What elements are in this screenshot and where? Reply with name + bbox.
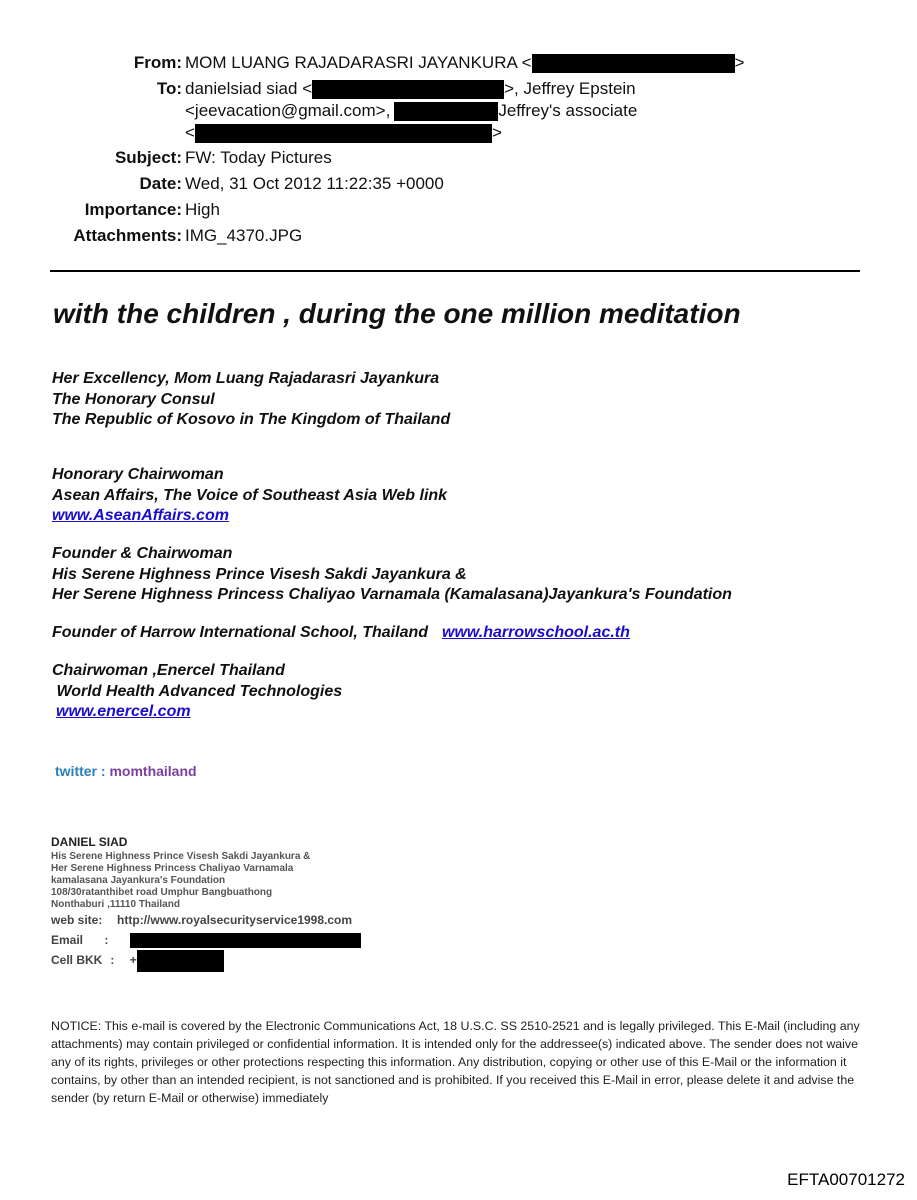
twitter-line xyxy=(55,763,197,779)
sig-line: Founder of Harrow International School, Thailand xyxy=(52,624,429,641)
asean-affairs-link[interactable]: www.AseanAffairs.com xyxy=(52,507,229,524)
to-row xyxy=(0,77,917,101)
ds-cell-sep: : xyxy=(110,953,115,968)
subject-value: FW: Today Pictures xyxy=(185,148,332,167)
sig-line: Founder & Chairwoman xyxy=(52,545,233,562)
redaction-box xyxy=(137,950,224,972)
daniel-siad-name: DANIEL SIAD xyxy=(51,835,128,849)
sig-line: Asean Affairs, The Voice of Southeast Asia Web link xyxy=(52,486,448,504)
attachments-row xyxy=(0,224,917,248)
ds-email-row xyxy=(51,933,361,948)
attachment-file: IMG_4370.JPG xyxy=(185,226,303,245)
redaction-box xyxy=(130,933,361,948)
from-value xyxy=(185,51,744,75)
signature-enercel-block xyxy=(52,661,342,723)
ds-line: Nonthaburi ,11110 Thailand xyxy=(51,899,180,910)
subject-row xyxy=(0,146,917,170)
from-row xyxy=(0,51,917,75)
redaction-box xyxy=(532,54,735,73)
sig-line: Chairwoman ,Enercel Thailand xyxy=(52,662,285,679)
date-row xyxy=(0,172,917,196)
ds-line: 108/30ratanthibet road Umphur Bangbuathong xyxy=(51,887,273,898)
ds-line: kamalasana Jayankura's Foundation xyxy=(51,875,226,886)
harrow-school-link[interactable]: www.harrowschool.ac.th xyxy=(442,624,630,641)
twitter-label: twitter xyxy=(55,763,97,779)
importance-row xyxy=(0,198,917,222)
signature-foundation-block xyxy=(52,544,732,606)
ds-website-row xyxy=(51,913,352,927)
sig-line: Honorary Chairwoman xyxy=(52,466,224,483)
to-recipient-3: Jeffrey's associate xyxy=(498,101,638,120)
enercel-link[interactable]: www.enercel.com xyxy=(56,703,191,720)
email-headline: with the children , during the one million meditation xyxy=(53,298,741,329)
sig-line: Her Serene Highness Princess Chaliyao Varnamala (Kamalasana)Jayankura's Foundation xyxy=(52,586,732,603)
from-close: > xyxy=(734,53,745,72)
to-row-3 xyxy=(0,121,917,145)
redaction-box xyxy=(394,102,498,121)
ds-email-label: Email xyxy=(51,933,84,947)
to-recipient-1: danielsiad siad < xyxy=(185,79,313,98)
document-id: EFTA00701272 xyxy=(787,1170,905,1189)
sig-line: His Serene Highness Prince Visesh Sakdi Jayankura & xyxy=(52,565,467,583)
importance-label: Importance: xyxy=(84,200,182,219)
date-value: Wed, 31 Oct 2012 11:22:35 +0000 xyxy=(185,174,444,193)
ds-cell-prefix: + xyxy=(129,953,137,968)
to-line-3 xyxy=(185,121,502,145)
signature-title-block xyxy=(52,369,450,431)
sig-line: The Honorary Consul xyxy=(52,390,215,408)
ds-line: His Serene Highness Prince Visesh Sakdi Jayankura & xyxy=(51,851,311,862)
to-row-2 xyxy=(0,99,917,123)
to-label: To: xyxy=(156,79,182,98)
to-line-2 xyxy=(185,99,637,123)
sig-line: Her Excellency, Mom Luang Rajadarasri Jayankura xyxy=(52,370,440,387)
redaction-box xyxy=(195,124,492,143)
ds-cell-label: Cell BKK xyxy=(51,953,103,968)
ds-email-sep: : xyxy=(104,933,109,947)
to-open: < xyxy=(185,123,195,142)
ds-website-label: web site: xyxy=(51,913,103,927)
attachments-label: Attachments: xyxy=(73,226,182,245)
legal-notice: NOTICE: This e-mail is covered by the Electronic Communications Act, 18 U.S.C. SS 2510-2521 and is legally privileged. This E-Mail (including any attachments) may contain privileged or confidential information. It is intended only for the addressee(s) indicated above. The sender does not waive any of its rights, privileges or other protections respecting this information. Any distribution, copying or other use of this E-Mail or the information it contains, by other than an intended recipient, is not sanctioned and is prohibited. If you received this E-Mail in error, please delete it and advise the sender (by return E-Mail or otherwise) immediately xyxy=(51,1019,860,1105)
ds-website-value[interactable]: http://www.royalsecurityservice1998.com xyxy=(117,913,353,927)
from-label: From: xyxy=(133,53,182,72)
importance-value: High xyxy=(185,200,220,219)
daniel-siad-signature xyxy=(51,835,310,911)
twitter-handle[interactable]: momthailand xyxy=(109,763,197,779)
from-name: MOM LUANG RAJADARASRI JAYANKURA < xyxy=(185,53,532,72)
to-email: <jeevacation@gmail.com>, xyxy=(185,101,391,120)
signature-asean-block xyxy=(52,465,447,527)
ds-line: Her Serene Highness Princess Chaliyao Varnamala xyxy=(51,863,294,874)
subject-label: Subject: xyxy=(114,148,182,167)
redaction-box xyxy=(312,80,504,99)
ds-cell-row xyxy=(51,950,224,972)
sig-line: World Health Advanced Technologies xyxy=(52,682,343,700)
signature-harrow-block xyxy=(52,623,630,644)
to-close: > xyxy=(491,123,502,142)
header-divider xyxy=(50,270,860,272)
sig-line: The Republic of Kosovo in The Kingdom of Thailand xyxy=(52,411,451,428)
twitter-separator: : xyxy=(97,763,110,779)
to-recipient-2: >, Jeffrey Epstein xyxy=(504,79,636,98)
date-label: Date: xyxy=(139,174,182,193)
to-line-1 xyxy=(185,77,636,101)
